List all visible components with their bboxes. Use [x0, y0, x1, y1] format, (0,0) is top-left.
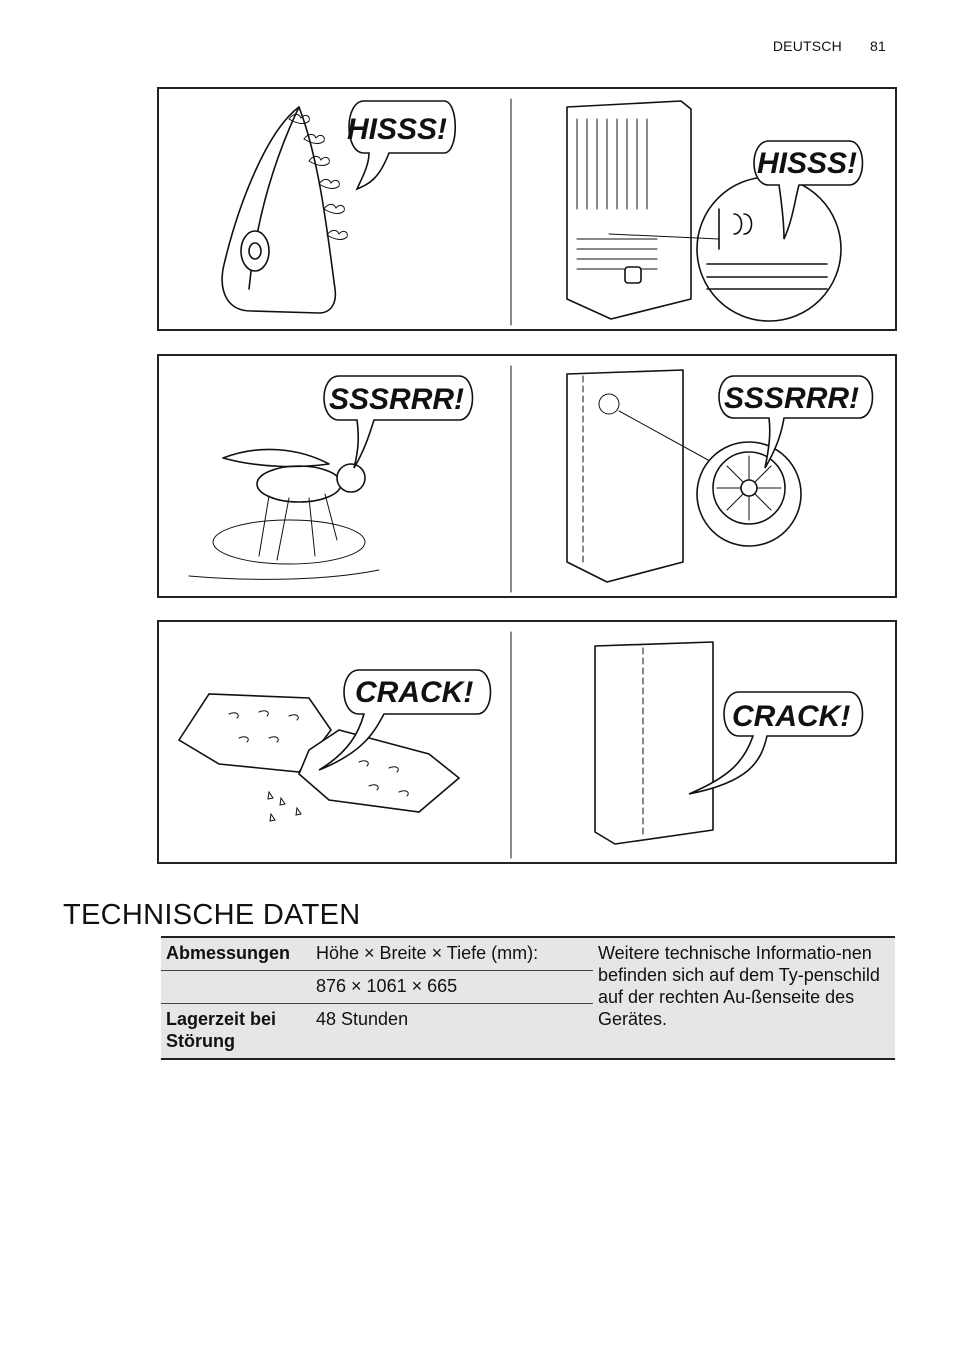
technical-data-table — [161, 936, 895, 1060]
hiss-illustration — [159, 89, 895, 329]
row-label: Lagerzeit bei Störung — [161, 1004, 311, 1060]
page-number: 81 — [870, 38, 886, 54]
bubble-text: SSSRRR! — [329, 383, 465, 416]
steam-iron-icon — [222, 107, 335, 313]
fly-icon — [189, 449, 379, 579]
row-label: Abmessungen — [166, 943, 291, 963]
fridge-icon — [595, 642, 713, 844]
illustration-panel-sssrrr — [157, 354, 897, 598]
bubble-text: CRACK! — [732, 700, 851, 733]
bubble-text: HISSS! — [757, 147, 858, 180]
illustration-panel-crack — [157, 620, 897, 864]
page-header — [773, 38, 886, 54]
table-row — [161, 937, 895, 971]
bubble-text: CRACK! — [355, 676, 474, 709]
fridge-condenser-icon — [567, 101, 841, 321]
sssrrr-illustration — [159, 356, 895, 596]
illustration-panel-hiss — [157, 87, 897, 331]
crack-illustration — [159, 622, 895, 862]
table-note: Weitere technische Informatio-nen befinden sich auf dem Ty-penschild auf der rechten Au-ßenseite des Gerätes. — [598, 943, 880, 1029]
row-label — [161, 971, 311, 1004]
bubble-text: SSSRRR! — [724, 382, 860, 415]
header-language: DEUTSCH — [772, 38, 842, 54]
speech-bubble-left — [324, 376, 473, 468]
speech-bubble-right — [689, 692, 863, 794]
section-title: TECHNISCHE DATEN — [63, 899, 361, 932]
bubble-text: HISSS! — [347, 113, 448, 146]
row-value: 48 Stunden — [311, 1004, 593, 1060]
row-value: 876 × 1061 × 665 — [311, 971, 593, 1004]
row-value: Höhe × Breite × Tiefe (mm): — [316, 943, 539, 963]
speech-bubble-left — [347, 101, 455, 189]
